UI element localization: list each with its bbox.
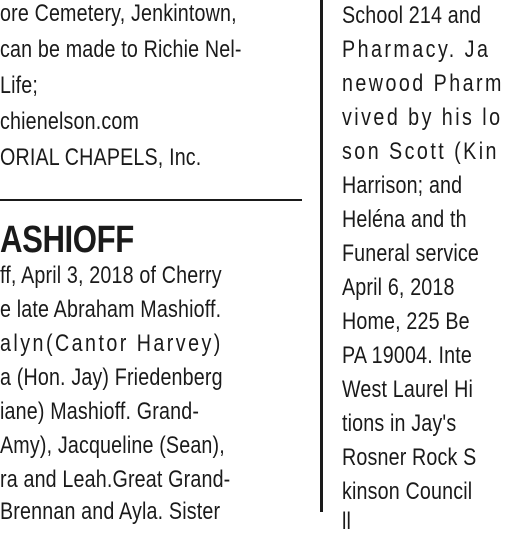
right-line: vived by his lo [342,104,503,131]
left-body-line: Amy), Jacqueline (Sean), [0,432,225,459]
left-body-line: a (Hon. Jay) Friedenberg [0,364,223,391]
right-line: Heléna and th [342,206,467,233]
right-line: Pharmacy. Ja [342,36,491,63]
left-body-line: alyn(Cantor Harvey) [0,330,223,357]
right-line: Home, 225 Be [342,308,470,335]
right-line: April 6, 2018 [342,274,455,301]
right-line: Harrison; and [342,172,463,199]
left-top-line: chienelson.com [0,108,140,135]
right-line: kinson Council [342,478,473,505]
right-line: tions in Jay's [342,410,457,437]
left-body-line: iane) Mashioff. Grand- [0,398,200,425]
right-column [328,0,512,535]
right-line: Rosner Rock S [342,444,477,471]
right-line: newood Pharm [342,70,504,97]
left-body-line: ra and Leah.Great Grand- [0,466,231,493]
left-body-line: e late Abraham Mashioff. [0,296,222,323]
right-line: West Laurel Hi [342,376,473,403]
right-line: ll [342,508,352,535]
column-rule [320,0,323,512]
left-top-line: can be made to Richie Nel- [0,36,242,63]
obituary-heading: ASHIOFF [0,219,134,261]
right-line: son Scott (Kin [342,138,499,165]
left-body-line: Brennan and Ayla. Sister [0,498,221,525]
left-top-line: Life; [0,72,39,99]
section-divider [0,199,302,201]
left-top-line: ore Cemetery, Jenkintown, [0,0,237,27]
right-line: PA 19004. Inte [342,342,472,369]
right-line: School 214 and [342,2,482,29]
left-top-line: ORIAL CHAPELS, Inc. [0,144,202,171]
left-body-line: ff, April 3, 2018 of Cherry [0,262,222,289]
right-line: Funeral service [342,240,479,267]
